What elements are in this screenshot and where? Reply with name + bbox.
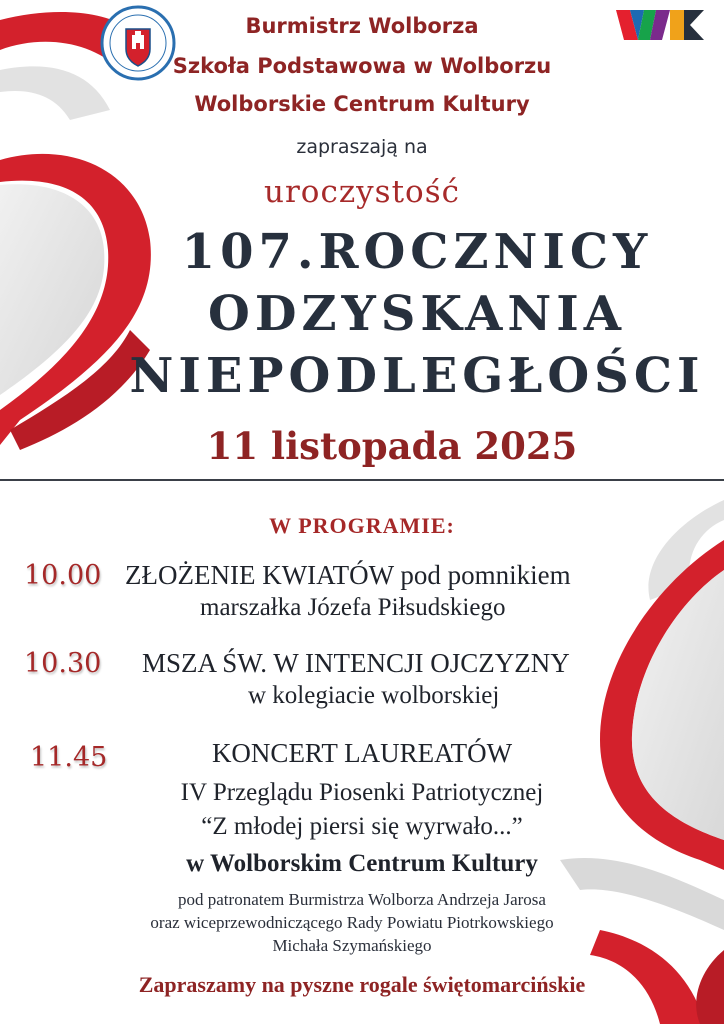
program-item-time: 10.00: [24, 560, 102, 591]
patronage-line: Michała Szymańskiego: [272, 936, 432, 955]
program-item-line: IV Przeglądu Piosenki Patriotycznej: [180, 779, 544, 806]
program-item-title: KONCERT LAUREATÓW: [211, 738, 513, 768]
title-line-3: NIEPODLEGŁOŚCI: [129, 348, 705, 404]
program-item-time: 11.45: [30, 742, 108, 773]
closing-text: Zapraszamy na pyszne rogale świętomarcińskie: [138, 972, 586, 997]
title-line-1: 107.ROCZNICY: [181, 224, 653, 280]
patronage-line: pod patronatem Burmistrza Wolborza Andrzeja Jarosa: [178, 890, 546, 909]
program-item-time: 10.30: [24, 648, 102, 679]
organizer-1: Burmistrz Wolborza: [245, 14, 479, 38]
event-type: uroczystość: [264, 174, 460, 210]
program-item-detail: marszałka Józefa Piłsudskiego: [200, 594, 506, 621]
program-heading: W PROGRAMIE:: [269, 513, 455, 538]
event-date: 11 listopada 2025: [206, 424, 578, 468]
patronage-line: oraz wiceprzewodniczącego Rady Powiatu Piotrkowskiego: [150, 913, 554, 932]
program-item-venue: w Wolborskim Centrum Kultury: [186, 850, 538, 877]
program-item-title: MSZA ŚW. W INTENCJI OJCZYZNY: [142, 648, 570, 678]
program-item-detail: w kolegiacie wolborskiej: [248, 682, 500, 709]
organizer-2: Szkoła Podstawowa w Wolborzu: [172, 54, 552, 78]
program-item-title: ZŁOŻENIE KWIATÓW pod pomnikiem: [125, 560, 571, 590]
title-line-2: ODZYSKANIA: [208, 286, 626, 342]
organizer-3: Wolborskie Centrum Kultury: [194, 92, 530, 116]
invite-text: zapraszają na: [296, 136, 428, 158]
program-item-line: “Z młodej piersi się wyrwało...”: [201, 813, 523, 840]
section-divider: [0, 479, 724, 481]
